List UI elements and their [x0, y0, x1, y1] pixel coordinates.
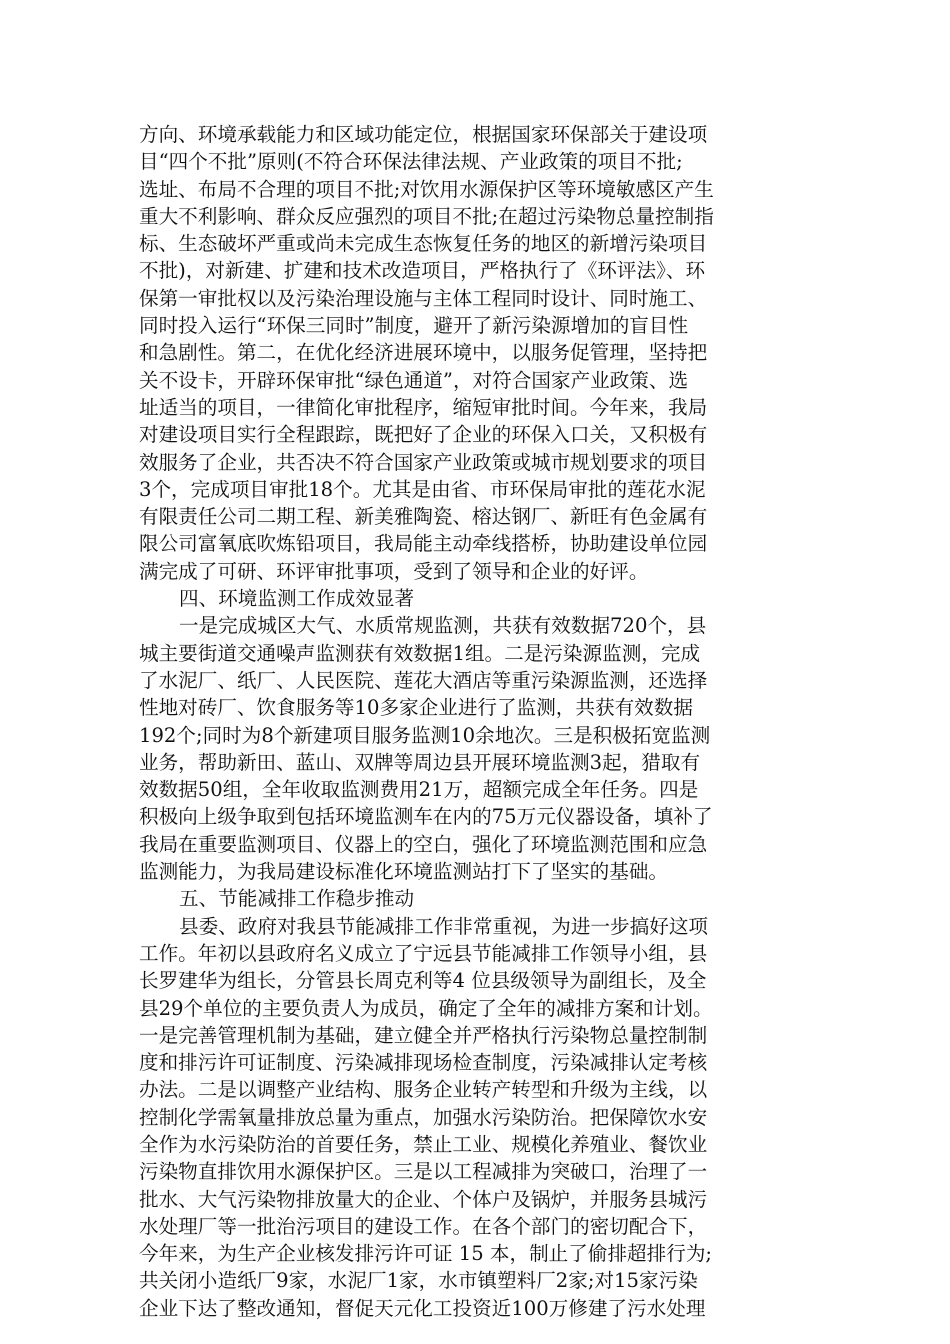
text-line: 效服务了企业，共否决不符合国家产业政策或城市规划要求的项目	[139, 450, 708, 474]
text-line: 关不设卡，开辟环保审批“绿色通道”，对符合国家产业政策、选	[139, 368, 689, 392]
text-line: 监测能力，为我局建设标准化环境监测站打下了坚实的基础。	[139, 860, 669, 884]
text-line: 3个，完成项目审批18个。尤其是由省、市环保局审批的莲花水泥	[139, 477, 706, 501]
text-line: 目“四个不批”原则(不符合环保法律法规、产业政策的项目不批;	[139, 150, 683, 174]
text-line: 五、节能减排工作稳步推动	[179, 887, 415, 911]
text-line: 一是完成城区大气、水质常规监测，共获有效数据720个，县	[179, 614, 707, 638]
text-line: 方向、环境承载能力和区域功能定位，根据国家环保部关于建设项	[139, 123, 708, 146]
text-line: 效数据50组，全年收取监测费用21万，超额完成全年任务。四是	[139, 778, 699, 802]
text-line: 限公司富氧底吹炼铅项目，我局能主动牵线搭桥，协助建设单位园	[139, 532, 708, 556]
text-line: 不批)，对新建、扩建和技术改造项目，严格执行了《环评法》、环	[139, 259, 706, 283]
text-line: 性地对砖厂、饮食服务等10多家企业进行了监测，共获有效数据	[139, 696, 693, 720]
text-line: 污染物直排饮用水源保护区。三是以工程减排为突破口，治理了一	[139, 1160, 708, 1184]
text-line: 满完成了可研、环评审批事项，受到了领导和企业的好评。	[139, 559, 649, 583]
text-line: 县委、政府对我县节能减排工作非常重视，为进一步搞好这项	[179, 914, 709, 938]
text-line: 县29个单位的主要负责人为成员，确定了全年的减排方案和计划。	[139, 996, 713, 1020]
text-line: 一是完善管理机制为基础，建立健全并严格执行污染物总量控制制	[139, 1023, 708, 1047]
text-line: 同时投入运行“环保三同时”制度，避开了新污染源增加的盲目性	[139, 314, 689, 338]
text-line: 对建设项目实行全程跟踪，既把好了企业的环保入口关，又积极有	[139, 423, 708, 447]
text-line: 水处理厂等一批治污项目的建设工作。在各个部门的密切配合下，	[139, 1214, 708, 1238]
text-line: 城主要街道交通噪声监测获有效数据1组。二是污染源监测，完成	[139, 641, 701, 665]
text-line: 企业下达了整改通知，督促天元化工投资近100万修建了污水处理	[139, 1296, 706, 1320]
text-line: 保第一审批权以及污染治理设施与主体工程同时设计、同时施工、	[139, 286, 708, 310]
text-line: 今年来，为生产企业核发排污许可证 15 本，制止了偷排超排行为;	[139, 1242, 713, 1266]
text-line: 我局在重要监测项目、仪器上的空白，强化了环境监测范围和应急	[139, 832, 708, 856]
text-line: 工作。年初以县政府名义成立了宁远县节能减排工作领导小组，县	[139, 941, 708, 965]
text-line: 址适当的项目，一律简化审批程序，缩短审批时间。今年来，我局	[139, 395, 708, 419]
text-line: 了水泥厂、纸厂、人民医院、莲花大酒店等重污染源监测，还选择	[139, 668, 708, 692]
text-line: 和急剧性。第二，在优化经济进展环境中，以服务促管理，坚持把	[139, 341, 708, 365]
document-body	[139, 121, 811, 1322]
text-line: 192个;同时为8个新建项目服务监测10余地次。三是积极拓宽监测	[139, 723, 711, 747]
text-line: 积极向上级争取到包括环境监测车在内的75万元仪器设备，填补了	[139, 805, 713, 829]
text-line: 长罗建华为组长，分管县长周克利等4 位县级领导为副组长，及全	[139, 969, 707, 993]
text-line: 业务，帮助新田、蓝山、双牌等周边县开展环境监测3起，猎取有	[139, 750, 701, 774]
text-line: 选址、布局不合理的项目不批;对饮用水源保护区等环境敏感区产生	[139, 177, 714, 201]
text-line: 控制化学需氧量排放总量为重点，加强水污染防治。把保障饮水安	[139, 1105, 708, 1129]
text-line: 度和排污许可证制度、污染减排现场检查制度，污染减排认定考核	[139, 1051, 708, 1075]
text-line: 重大不利影响、群众反应强烈的项目不批;在超过污染物总量控制指	[139, 204, 714, 228]
text-line: 共关闭小造纸厂9家，水泥厂1家，水市镇塑料厂2家;对15家污染	[139, 1269, 698, 1293]
text-line: 标、生态破坏严重或尚未完成生态恢复任务的地区的新增污染项目	[139, 232, 708, 256]
text-line: 有限责任公司二期工程、新美雅陶瓷、榕达钢厂、新旺有色金属有	[139, 505, 708, 529]
text-line: 四、环境监测工作成效显著	[179, 587, 415, 611]
text-line: 批水、大气污染物排放量大的企业、个体户及锅炉，并服务县城污	[139, 1187, 708, 1211]
text-line: 办法。二是以调整产业结构、服务企业转产转型和升级为主线，以	[139, 1078, 708, 1102]
text-line: 全作为水污染防治的首要任务，禁止工业、规模化养殖业、餐饮业	[139, 1132, 708, 1156]
